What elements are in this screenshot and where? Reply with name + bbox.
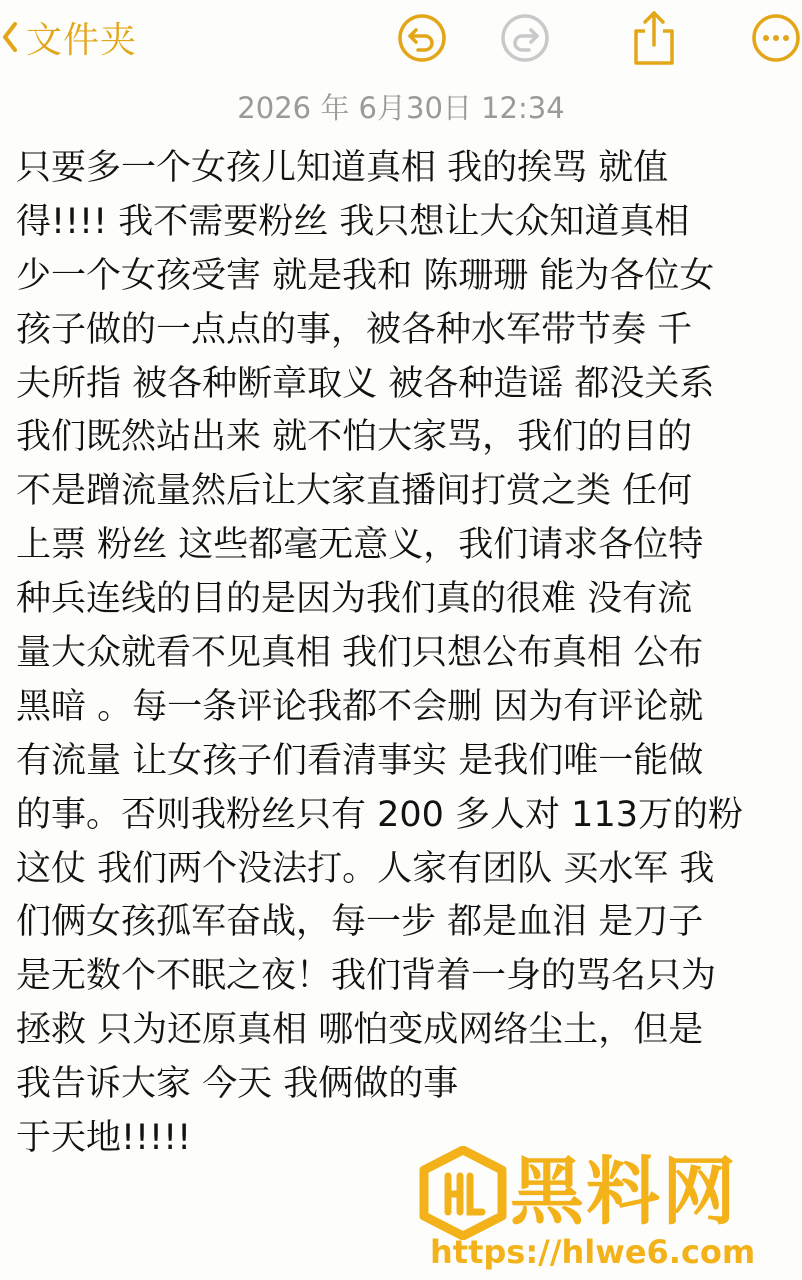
share-button[interactable] [626,8,682,68]
note-line: 们俩女孩孤军奋战，每一步 都是血泪 是刀子 [16,902,704,943]
more-icon [748,12,802,64]
note-line: 得!!!! 我不需要粉丝 我只想让大众知道真相 [16,201,690,242]
watermark-url: https://hlwe6.com [430,1233,756,1271]
share-icon [630,9,678,67]
note-line: 种兵连线的目的是因为我们真的很难 没有流 [16,579,693,620]
note-line: 有流量 让女孩子们看清事实 是我们唯一能做 [16,740,704,781]
back-to-folders-button[interactable] [0,10,137,64]
watermark-brand: 黑料网 [510,1149,738,1235]
note-line: 黑暗 。每一条评论我都不会删 因为有评论就 [16,686,704,727]
watermark [418,1146,802,1280]
note-line: 我告诉大家 今天 我俩做的事 [16,1064,459,1105]
note-line: 上票 粉丝 这些都毫无意义，我们请求各位特 [16,525,704,566]
chevron-left-icon [0,10,22,64]
more-options-button[interactable] [748,8,802,68]
note-toolbar [0,0,802,78]
note-line: 少一个女孩受害 就是我和 陈珊珊 能为各位女 [16,255,715,296]
note-line: 于天地!!!!! [16,1118,192,1159]
note-line: 是无数个不眠之夜！我们背着一身的骂名只为 [16,956,717,997]
back-label: 文件夹 [26,19,138,61]
note-line: 孩子做的一点点的事，被各种水军带节奏 千 [16,309,693,350]
note-line: 拯救 只为还原真相 哪怕变成网络尘土，但是 [16,1010,704,1051]
note-line: 不是蹭流量然后让大家直播间打赏之类 任何 [16,471,693,512]
note-timestamp: 2026 年 6月30日 12:34 [237,91,565,125]
note-line: 的事。否则我粉丝只有 200 多人对 113万的粉 [16,794,743,835]
note-line: 量大众就看不见真相 我们只想公布真相 公布 [16,633,704,674]
redo-button[interactable] [497,8,553,68]
redo-icon [499,12,551,64]
undo-icon [396,12,448,64]
note-text-area[interactable] [16,142,796,1166]
undo-button[interactable] [394,8,450,68]
note-line: 夫所指 被各种断章取义 被各种造谣 都没关系 [16,363,715,404]
note-line: 只要多一个女孩儿知道真相 我的挨骂 就值 [16,148,669,188]
note-line: 我们既然站出来 就不怕大家骂，我们的目的 [16,417,693,458]
note-line: 这仗 我们两个没法打。人家有团队 买水军 我 [16,848,715,889]
